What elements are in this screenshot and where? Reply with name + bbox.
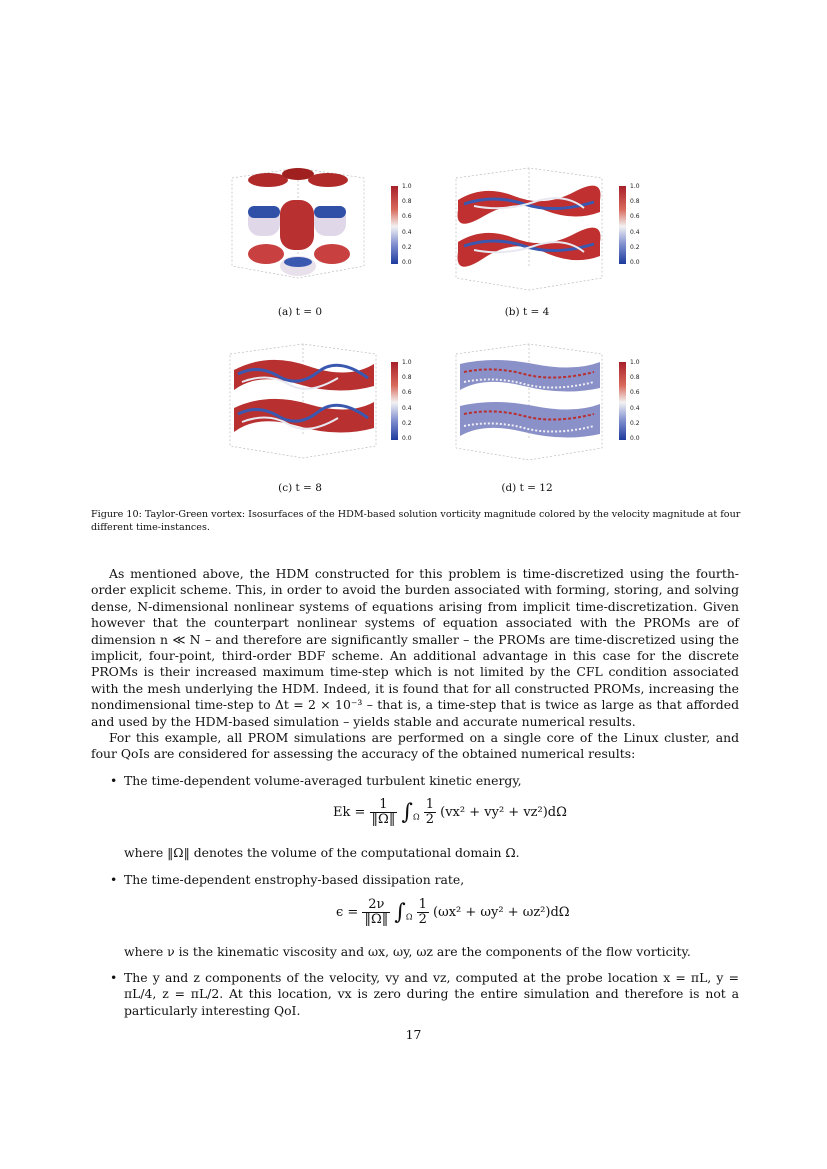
eq-ek-integrand: (vx² + vy² + vz²)dΩ	[440, 805, 567, 820]
panel-b-image	[454, 166, 604, 294]
bullet-item-2	[91, 872, 739, 888]
colorbar-c	[391, 362, 398, 440]
bullet-3-text: The y and z components of the velocity, vy and vz, computed at the probe location x = πL, y = πL/4, z = πL/2. At this location, vx is zero during the entire simulation and therefore is not a particularly interesting QoI.	[124, 970, 739, 1018]
equation-kinetic-energy: Ek = $\frac{1}{‖\Omega‖}$ $\int_\Omega$ $\frac{1}{2}$ (vx² + vy² + vz²)dΩ	[333, 797, 567, 827]
eq-eps-integrand: (ωx² + ωy² + ωz²)dΩ	[433, 905, 570, 920]
subcaption-c: (c) t = 8	[278, 482, 322, 494]
panel-c-image	[228, 342, 378, 462]
bullet-dot: •	[110, 773, 118, 788]
where-1: where ‖Ω‖ denotes the volume of the computational domain Ω.	[124, 845, 520, 860]
paragraph-1: As mentioned above, the HDM constructed for this problem is time-discretized using the fourth-order explicit scheme. This, in order to avoid the burden associated with forming, storing, and solving dense, N-dimensional nonlinear systems of equations arising from implicit time-discretization. Given however that the counterpart nonlinear systems of equation associated with the PROMs are of dimension n ≪ N – and therefore are significantly smaller – the PROMs are time-discretized using the implicit, four-point, third-order BDF scheme. An additional advantage in this case for the discrete PROMs is their increased maximum time-step which is not limited by the CFL condition associated with the mesh underlying the HDM. Indeed, it is found that for all constructed PROMs, increasing the nondimensional time-step to Δt = 2 × 10⁻³ – that is, a time-step that is twice as large as that afforded and used by the HDM-based simulation – yields stable and accurate numerical results.	[91, 566, 739, 729]
bullet-dot: •	[110, 970, 118, 985]
where-2: where ν is the kinematic viscosity and ωx, ωy, ωz are the components of the flow vorticity.	[124, 944, 691, 959]
eq-ek-lhs: Ek =	[333, 805, 366, 820]
integral-icon: ∫	[394, 900, 406, 925]
eq-eps-lhs: ϵ =	[336, 905, 359, 920]
panel-a-image	[228, 166, 368, 286]
bullet-item-1	[91, 773, 739, 789]
integral-icon: ∫	[401, 800, 413, 825]
subcaption-d: (d) t = 12	[501, 482, 553, 494]
page-number: 17	[405, 1027, 422, 1042]
bullet-item-3	[91, 970, 739, 1019]
eq-ek-frac: $\frac{1}{‖\Omega‖}$	[371, 797, 396, 827]
subcaption-b: (b) t = 4	[504, 306, 550, 318]
colorbar-b	[619, 186, 626, 264]
figure-caption: Figure 10: Taylor-Green vortex: Isosurfaces of the HDM-based solution vorticity magnitude colored by the velocity magnitude at four different time-instances.	[91, 509, 741, 533]
eq-eps-half: $\frac{1}{2}$	[418, 897, 427, 927]
paragraph-2: For this example, all PROM simulations are performed on a single core of the Linux cluster, and four QoIs are considered for assessing the accuracy of the obtained numerical results:	[91, 730, 739, 762]
eq-eps-frac: $\frac{2\nu}{‖\Omega‖}$	[364, 897, 389, 927]
bullet-2-text: The time-dependent enstrophy-based dissipation rate,	[124, 872, 465, 887]
panel-d-image	[454, 342, 604, 464]
colorbar-d	[619, 362, 626, 440]
eq-ek-half: $\frac{1}{2}$	[425, 797, 434, 827]
colorbar-a	[391, 186, 398, 264]
bullet-dot: •	[110, 872, 118, 887]
body-paragraphs	[91, 566, 739, 763]
bullet-1-text: The time-dependent volume-averaged turbulent kinetic energy,	[124, 773, 522, 788]
equation-dissipation-rate: ϵ = $\frac{2\nu}{‖\Omega‖}$ $\int_\Omega$ $\frac{1}{2}$ (ωx² + ωy² + ωz²)dΩ	[336, 897, 570, 927]
subcaption-a: (a) t = 0	[277, 306, 323, 318]
